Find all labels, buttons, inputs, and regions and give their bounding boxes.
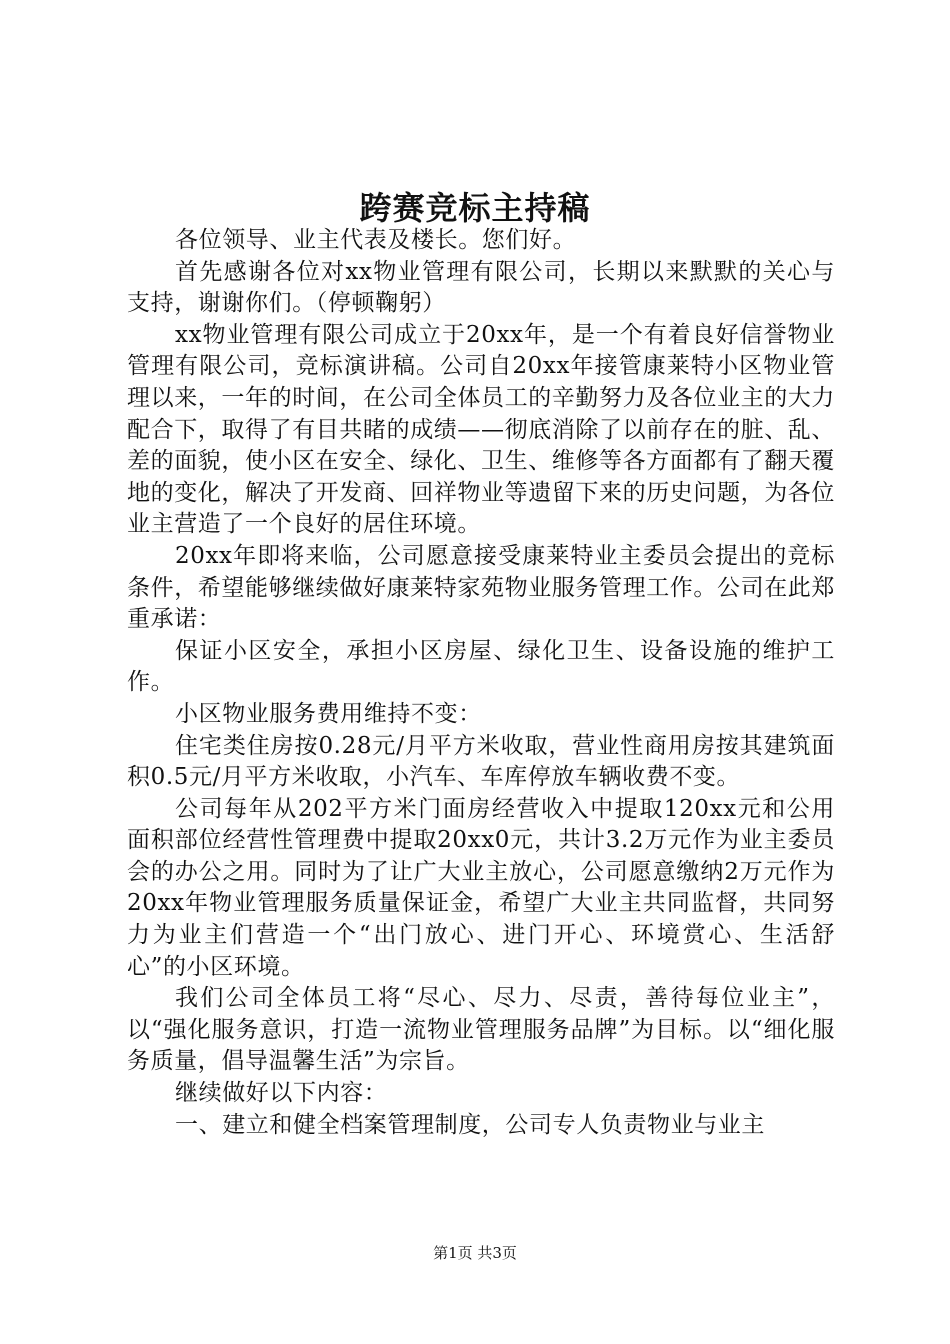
paragraph-fee-heading: 小区物业服务费用维持不变：	[175, 700, 482, 727]
paragraph-item-one: 一、建立和健全档案管理制度，公司专人负责物业与业主	[175, 1111, 765, 1138]
paragraph-office-funds: 公司每年从202平方米门面房经营收入中提取120xx元和公用面积部位经营性管理费中提取20xx0元，共计3.2万元作为业主委员会的办公之用。同时为了让广大业主放心，公司愿意缴纳2万元作为20xx年物业管理服务质量保证金，希望广大业主共同监督，共同努力为业主们营造一个“出门放心、进门开心、环境赏心、生活舒心”的小区环境。	[127, 795, 835, 980]
paragraph-security-commitment: 保证小区安全，承担小区房屋、绿化卫生、设备设施的维护工作。	[127, 637, 835, 696]
document-title: 跨赛竞标主持稿	[359, 189, 591, 227]
paragraph-fee-details: 住宅类住房按0.28元/月平方米收取，营业性商用房按其建筑面积0.5元/月平方米收取，小汽车、车库停放车辆收费不变。	[127, 732, 835, 791]
document-body	[127, 225, 835, 1141]
paragraph-bid-conditions: 20xx年即将来临，公司愿意接受康莱特业主委员会提出的竞标条件，希望能够继续做好康莱特家苑物业服务管理工作。公司在此郑重承诺：	[127, 542, 835, 633]
page-footer: 第1页 共3页	[433, 1244, 517, 1262]
paragraph-service-goals: 我们公司全体员工将“尽心、尽力、尽责，善待每位业主”，以“强化服务意识，打造一流物业管理服务品牌”为目标。以“细化服务质量，倡导温馨生活”为宗旨。	[127, 985, 835, 1075]
paragraph-greeting: 各位领导、业主代表及楼长。您们好。	[175, 227, 577, 253]
paragraph-company-intro: xx物业管理有限公司成立于20xx年，是一个有着良好信誉物业管理有限公司，竞标演讲稿。公司自20xx年接管康莱特小区物业管理以来，一年的时间，在公司全体员工的辛勤努力及各位业主的大力配合下，取得了有目共睹的成绩——彻底消除了以前存在的脏、乱、差的面貌，使小区在安全、绿化、卫生、维修等各方面都有了翻天覆地的变化，解决了开发商、回祥物业等遗留下来的历史问题，为各位业主营造了一个良好的居住环境。	[127, 321, 835, 538]
paragraph-thanks: 首先感谢各位对xx物业管理有限公司，长期以来默默的关心与支持，谢谢你们。（停顿鞠躬）	[127, 258, 835, 317]
paragraph-continue-heading: 继续做好以下内容：	[175, 1080, 388, 1107]
